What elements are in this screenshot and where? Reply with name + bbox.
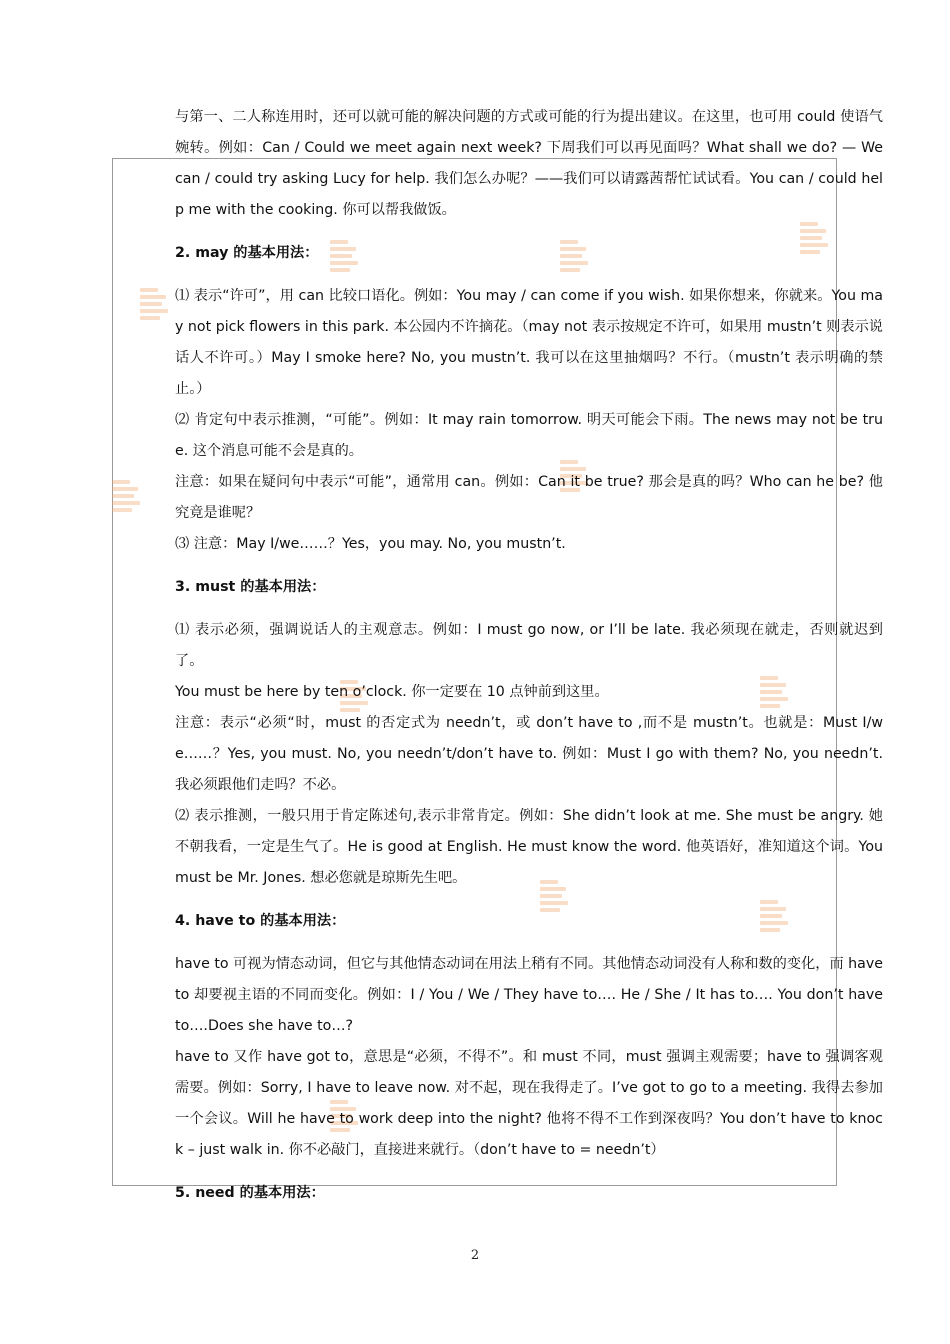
- paragraph: ⑵ 肯定句中表示推测，“可能”。例如：It may rain tomorrow. 明天可能会下雨。The news may not be true. 这个消息可能不会是真的。: [175, 412, 883, 459]
- section-heading: 4. have to 的基本用法：: [175, 913, 346, 929]
- paragraph: ⑶ 注意：May I/we……？Yes，you may. No, you mustn’t.: [175, 536, 566, 552]
- paragraph: 与第一、二人称连用时，还可以就可能的解决问题的方式或可能的行为提出建议。在这里，也可用 could 使语气婉转。例如：Can / Could we meet again next week? 下周我们可以再见面吗？What shall we do? — We can / could try asking Lucy for help. 我们怎么办呢？——我们可以请露茜帮忙试试看。You can / could help me with the cooking. 你可以帮我做饭。: [175, 109, 883, 218]
- paragraph: ⑴ 表示必须，强调说话人的主观意志。例如：I must go now, or I’ll be late. 我必须现在就走，否则就迟到了。: [175, 622, 883, 669]
- paragraph: 注意：如果在疑问句中表示“可能”，通常用 can。例如：Can it be true? 那会是真的吗？Who can he be? 他究竟是谁呢？: [175, 474, 883, 521]
- paragraph: ⑴ 表示“许可”，用 can 比较口语化。例如：You may / can come if you wish. 如果你想来，你就来。You may not pick flowers in this park. 本公园内不许摘花。（may not 表示按规定不许可，如果用 mustn’t 则表示说话人不许可。）May I smoke here? No, you mustn’t. 我可以在这里抽烟吗？不行。（mustn’t 表示明确的禁止。）: [175, 288, 883, 397]
- section-heading: 2. may 的基本用法：: [175, 245, 319, 261]
- paragraph: 注意：表示“必须“时，must 的否定式为 needn’t，或 don’t have to ,而不是 mustn’t。也就是：Must I/we……？Yes, you must. No, you needn’t/don’t have to. 例如：Must I go with them? No, you needn’t. 我必须跟他们走吗？不必。: [175, 715, 883, 793]
- paragraph: have to 可视为情态动词，但它与其他情态动词在用法上稍有不同。其他情态动词没有人称和数的变化，而 have to 却要视主语的不同而变化。例如：I / You / We / They have to…. He / She / It has to…. You don’t have to….Does she have to…?: [175, 956, 883, 1034]
- section-heading: 5. need 的基本用法：: [175, 1185, 325, 1201]
- paragraph: You must be here by ten o’clock. 你一定要在 10 点钟前到这里。: [175, 684, 609, 700]
- paragraph: ⑵ 表示推测，一般只用于肯定陈述句,表示非常肯定。例如：She didn’t look at me. She must be angry. 她不朝我看，一定是生气了。He is good at English. He must know the word. 他英语好，准知道这个词。You must be Mr. Jones. 想必您就是琼斯先生吧。: [175, 808, 883, 886]
- page-number: 2: [470, 1248, 480, 1263]
- section-heading: 3. must 的基本用法：: [175, 579, 326, 595]
- document-body: [175, 102, 883, 1221]
- paragraph: have to 又作 have got to，意思是“必须，不得不”。和 must 不同，must 强调主观需要；have to 强调客观需要。例如：Sorry, I have to leave now. 对不起，现在我得走了。I’ve got to go to a meeting. 我得去参加一个会议。Will he have to work deep into the night? 他将不得不工作到深夜吗？You don’t have to knock – just walk in. 你不必敲门，直接进来就行。（don’t have to = needn’t）: [175, 1049, 883, 1158]
